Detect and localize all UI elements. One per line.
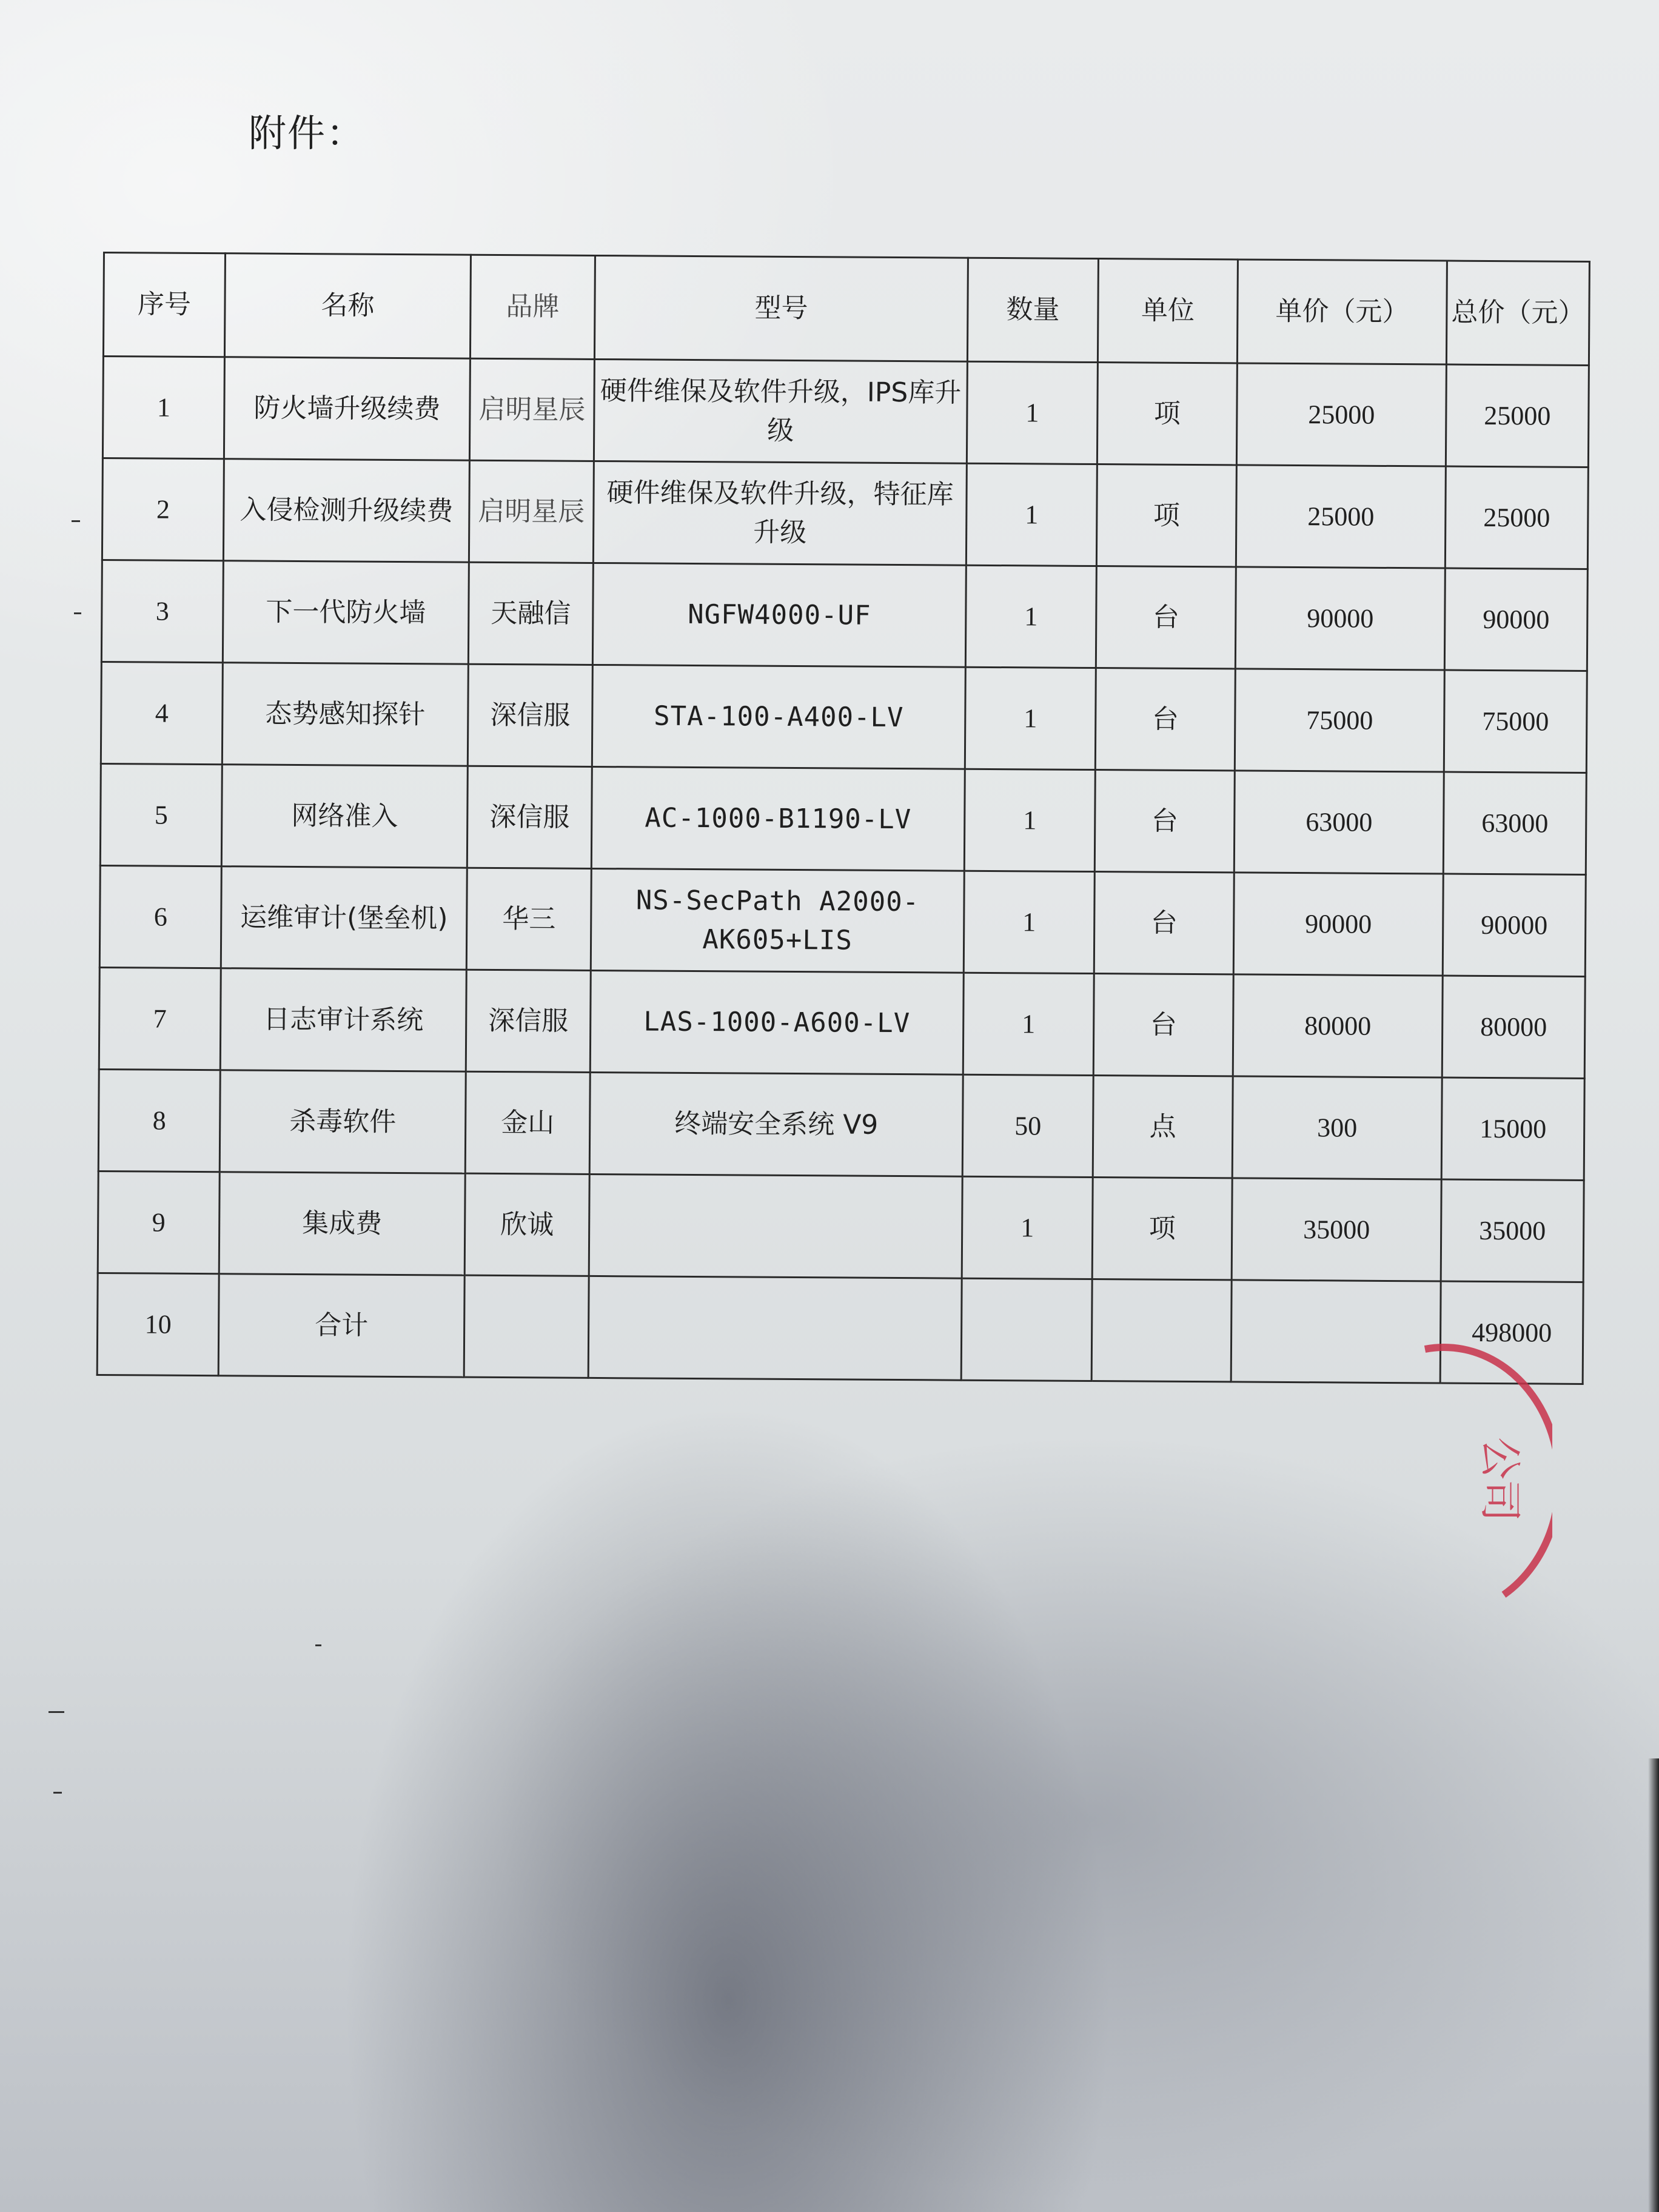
cell-no: 3 bbox=[101, 560, 223, 662]
cell-model bbox=[589, 1174, 962, 1278]
table-row bbox=[100, 763, 1586, 874]
cell-name: 下一代防火墙 bbox=[223, 561, 469, 664]
cell-unit: 项 bbox=[1092, 1177, 1232, 1279]
cell-model: NGFW4000-UF bbox=[592, 563, 966, 667]
page-speck bbox=[53, 1792, 62, 1794]
cell-unit: 项 bbox=[1097, 363, 1237, 465]
cell-unit-price: 25000 bbox=[1236, 465, 1446, 568]
cell-name: 合计 bbox=[218, 1274, 464, 1377]
cell-qty: 1 bbox=[966, 463, 1097, 566]
header-total: 总价（元） bbox=[1446, 261, 1589, 365]
cell-no: 2 bbox=[102, 458, 224, 561]
cell-brand: 华三 bbox=[466, 868, 591, 970]
cell-model: 终端安全系统 V9 bbox=[589, 1072, 963, 1176]
cell-model: 硬件维保及软件升级，IPS库升级 bbox=[594, 359, 967, 463]
cell-unit: 台 bbox=[1094, 770, 1235, 873]
cell-qty: 1 bbox=[964, 871, 1094, 973]
price-sheet bbox=[96, 252, 1589, 1385]
header-unit-price: 单价（元） bbox=[1237, 260, 1447, 364]
cell-qty: 1 bbox=[963, 973, 1094, 1075]
cell-total: 63000 bbox=[1443, 772, 1586, 874]
table-row bbox=[101, 662, 1587, 773]
cell-unit-price: 90000 bbox=[1235, 567, 1445, 670]
cell-unit: 台 bbox=[1095, 668, 1235, 771]
cell-brand: 天融信 bbox=[468, 562, 593, 665]
cell-model: LAS-1000-A600-LV bbox=[590, 970, 964, 1074]
page-speck bbox=[74, 612, 81, 614]
cell-unit-price: 80000 bbox=[1233, 974, 1443, 1078]
cell-total: 75000 bbox=[1444, 670, 1587, 773]
cell-no: 4 bbox=[101, 662, 223, 764]
table-row bbox=[98, 1171, 1584, 1282]
cell-name: 集成费 bbox=[219, 1172, 465, 1275]
cell-total: 35000 bbox=[1441, 1179, 1584, 1282]
cell-unit-price: 63000 bbox=[1234, 771, 1444, 874]
cell-name: 日志审计系统 bbox=[220, 968, 466, 1071]
cell-qty: 50 bbox=[962, 1074, 1093, 1177]
cell-no: 6 bbox=[99, 865, 221, 968]
cell-unit: 台 bbox=[1093, 974, 1233, 1076]
header-name: 名称 bbox=[224, 253, 471, 358]
cell-qty bbox=[961, 1278, 1092, 1381]
cell-name: 防火墙升级续费 bbox=[224, 357, 470, 460]
header-brand: 品牌 bbox=[470, 255, 595, 359]
cell-total: 15000 bbox=[1441, 1078, 1584, 1180]
table-row bbox=[99, 865, 1586, 976]
header-model: 型号 bbox=[594, 255, 968, 361]
header-qty: 数量 bbox=[967, 258, 1098, 362]
cell-unit: 台 bbox=[1094, 872, 1234, 974]
table-header-row bbox=[103, 253, 1589, 366]
cell-unit: 项 bbox=[1096, 464, 1236, 567]
cell-unit: 点 bbox=[1093, 1076, 1233, 1178]
page-speck bbox=[315, 1644, 321, 1646]
table-row-total bbox=[97, 1273, 1583, 1384]
cell-model: 硬件维保及软件升级，特征库升级 bbox=[593, 461, 967, 565]
cell-brand: 欣诚 bbox=[464, 1173, 589, 1276]
cell-total: 80000 bbox=[1442, 976, 1585, 1078]
cell-brand bbox=[464, 1275, 589, 1378]
cell-qty: 1 bbox=[967, 361, 1098, 464]
cell-no: 9 bbox=[98, 1171, 220, 1273]
cell-model: NS-SecPath A2000-AK605+LIS bbox=[591, 868, 964, 973]
table-row bbox=[98, 1069, 1584, 1180]
cell-unit-price: 35000 bbox=[1232, 1178, 1441, 1281]
cell-brand: 启明星辰 bbox=[469, 358, 594, 461]
cell-qty: 1 bbox=[965, 667, 1096, 769]
header-no: 序号 bbox=[103, 253, 225, 357]
cell-no: 7 bbox=[99, 967, 221, 1070]
cell-qty: 1 bbox=[964, 769, 1095, 871]
cell-name: 运维审计(堡垒机) bbox=[221, 866, 467, 970]
cell-unit-price bbox=[1231, 1280, 1441, 1383]
cell-name: 态势感知探针 bbox=[222, 663, 468, 766]
attachment-heading: 附件： bbox=[249, 111, 366, 155]
cell-unit-price: 300 bbox=[1232, 1076, 1442, 1179]
cell-no: 5 bbox=[100, 763, 222, 866]
cell-unit-price: 25000 bbox=[1236, 363, 1446, 466]
cell-model: AC-1000-B1190-LV bbox=[591, 766, 965, 871]
cell-model: STA-100-A400-LV bbox=[592, 665, 965, 769]
cell-qty: 1 bbox=[965, 565, 1096, 668]
cell-total: 25000 bbox=[1446, 364, 1589, 467]
seal-text: 公司 bbox=[1475, 1437, 1525, 1522]
cell-brand: 启明星辰 bbox=[469, 460, 594, 563]
cell-no: 1 bbox=[102, 357, 224, 459]
cell-name: 网络准入 bbox=[221, 765, 468, 868]
cell-brand: 深信服 bbox=[468, 664, 592, 766]
cell-name: 入侵检测升级续费 bbox=[223, 459, 469, 562]
cell-unit-price: 90000 bbox=[1233, 873, 1443, 976]
cell-model bbox=[588, 1276, 962, 1380]
cell-brand: 金山 bbox=[465, 1071, 590, 1174]
cell-brand: 深信服 bbox=[466, 970, 591, 1072]
cell-unit: 台 bbox=[1096, 566, 1236, 669]
page-edge-shadow bbox=[1648, 1758, 1659, 2212]
header-unit: 单位 bbox=[1098, 259, 1238, 363]
table-row bbox=[102, 458, 1588, 569]
cell-brand: 深信服 bbox=[467, 766, 592, 868]
price-table bbox=[96, 252, 1590, 1385]
cell-grand-total: 498000 bbox=[1440, 1281, 1583, 1384]
cell-unit bbox=[1091, 1279, 1232, 1381]
table-row bbox=[102, 357, 1589, 468]
table-row bbox=[99, 967, 1585, 1078]
cell-no: 10 bbox=[97, 1273, 219, 1375]
company-seal bbox=[1413, 1340, 1552, 1619]
cell-no: 8 bbox=[98, 1069, 220, 1171]
page-speck bbox=[72, 520, 80, 522]
cell-total: 25000 bbox=[1445, 466, 1588, 569]
cell-name: 杀毒软件 bbox=[220, 1070, 466, 1173]
cell-total: 90000 bbox=[1444, 568, 1587, 671]
cell-qty: 1 bbox=[962, 1176, 1093, 1279]
cell-total: 90000 bbox=[1443, 874, 1586, 976]
page-speck bbox=[49, 1711, 64, 1713]
table-row bbox=[101, 560, 1587, 671]
cell-unit-price: 75000 bbox=[1235, 669, 1444, 772]
